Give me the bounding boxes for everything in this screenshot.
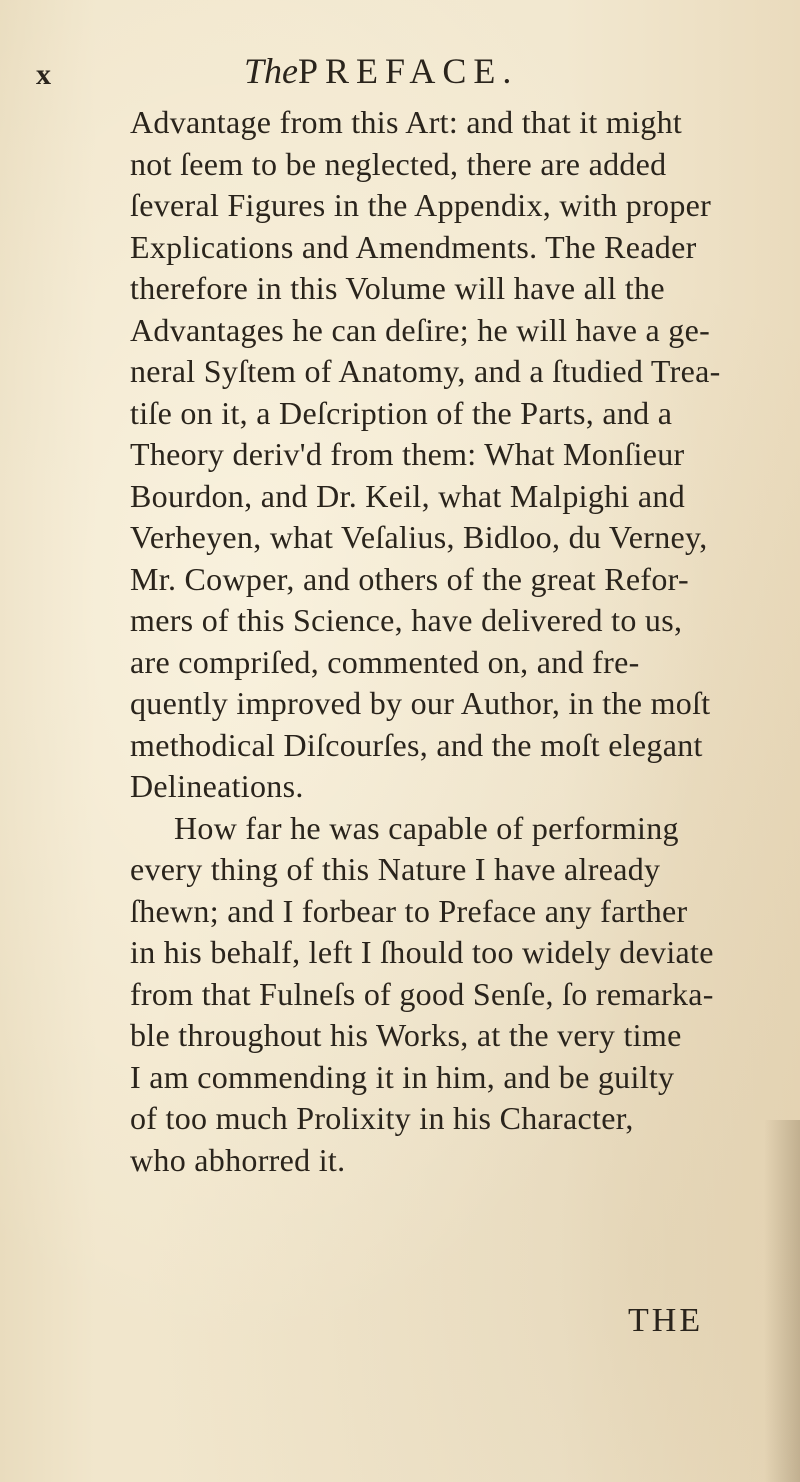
text-line: I am commending it in him, and be guilty [130, 1058, 675, 1095]
text-line: Bourdon, and Dr. Keil, what Malpighi and [130, 477, 686, 514]
text-line: quently improved by our Author, in the moſt [130, 685, 711, 721]
text-line: tiſe on it, a Deſcription of the Parts, and a [130, 394, 673, 431]
catchword: THE [628, 1302, 704, 1339]
text-line: every thing of this Nature I have already [130, 851, 661, 887]
text-line: from that Fulneſs of good Senſe, ſo remarka- [130, 975, 714, 1012]
text-line: in his behalf, left I ſhould too widely deviate [130, 934, 714, 970]
text-line: How far he was capable of performing [174, 809, 679, 846]
text-line: mers of this Science, have delivered to us, [130, 602, 683, 638]
text-line: are compriſed, commented on, and fre- [130, 643, 640, 680]
text-line: Theory deriv'd from them: What Monſieur [130, 436, 685, 472]
running-head-article: The [244, 51, 298, 91]
text-line: Explications and Amendments. The Reader [130, 228, 697, 265]
text-line: Advantage from this Art: and that it might [130, 104, 683, 140]
paragraph-1 [130, 102, 800, 808]
text-line: Delineations. [130, 768, 304, 804]
text-line: Verheyen, what Veſalius, Bidloo, du Verney, [130, 519, 708, 555]
text-line: who abhorred it. [130, 1141, 346, 1178]
running-head [244, 50, 518, 92]
running-head-title: PREFACE. [298, 51, 519, 91]
text-line: neral Syſtem of Anatomy, and a ſtudied Trea- [130, 353, 721, 389]
text-line: ſhewn; and I forbear to Preface any farther [130, 892, 688, 929]
text-line: therefore in this Volume will have all the [130, 270, 665, 306]
text-line: methodical Diſcourſes, and the moſt elegant [130, 726, 703, 763]
body-text [130, 102, 800, 1181]
text-line: of too much Prolixity in his Character, [130, 1100, 634, 1136]
text-line: ſeveral Figures in the Appendix, with proper [130, 187, 712, 223]
page-number: x [36, 58, 52, 91]
text-line: not ſeem to be neglected, there are added [130, 145, 667, 182]
paragraph-2 [130, 808, 800, 1182]
text-line: Mr. Cowper, and others of the great Refor- [130, 560, 689, 597]
text-line: ble throughout his Works, at the very time [130, 1017, 682, 1053]
text-line: Advantages he can deſire; he will have a ge- [130, 311, 711, 348]
